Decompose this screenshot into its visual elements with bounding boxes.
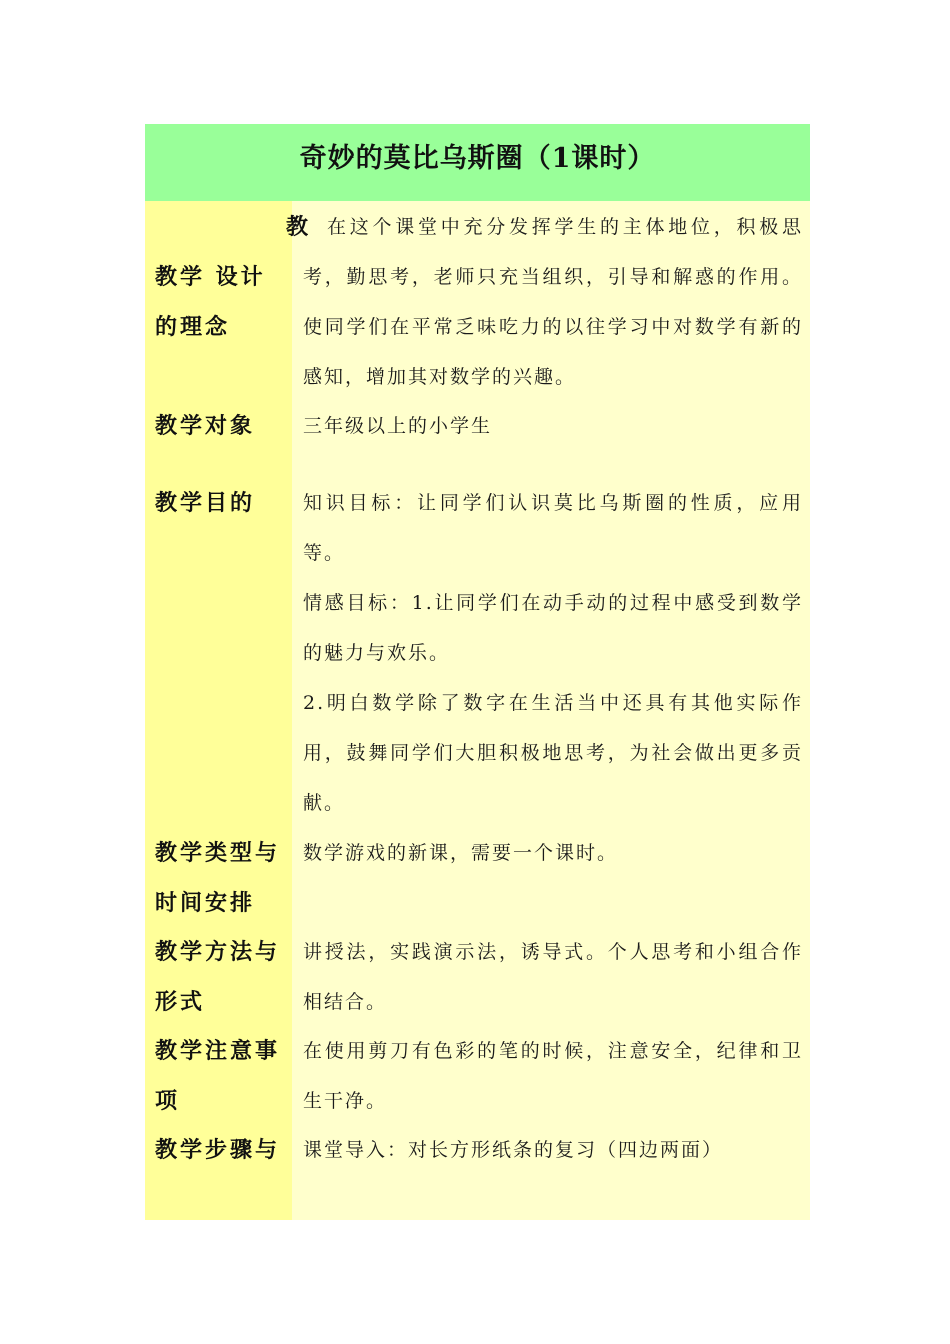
row-content-emotion-goal: 情感目标：1.让同学们在动手动的过程中感受到数学的魅力与欢乐。 [303,592,803,664]
row-label-audience: 教学对象 [155,413,256,439]
lesson-title: 奇妙的莫比乌斯圈（1课时） [299,143,656,174]
row-content-design-philosophy: 在这个课堂中充分发挥学生的主体地位，积极思考，勤思考，老师只充当组织，引导和解惑的作用。使同学们在平常乏味吃力的以往学习中对数学有新的感知，增加其对数学的兴趣。 [303,216,803,388]
lesson-plan-table [145,124,810,1220]
row-label-type-time: 教学类型与时间安排 [155,840,281,916]
row-label-methods: 教学方法与形式 [155,939,281,1015]
row-content-type-time: 数学游戏的新课，需要一个课时。 [303,842,619,864]
row-label-objectives: 教学目的 [155,490,256,516]
row-label-design-philosophy: 教学 设计的理念 [155,264,266,340]
row-content-steps: 课堂导入：对长方形纸条的复习（四边两面） [303,1139,724,1161]
row-label-notes: 教学注意事项 [155,1038,281,1114]
row-content-goal-2: 2.明白数学除了数字在生活当中还具有其他实际作用，鼓舞同学们大胆积极地思考，为社会做出更多贡献。 [303,692,803,814]
row-label-steps: 教学步骤与 [155,1137,281,1163]
row-content-notes: 在使用剪刀有色彩的笔的时候，注意安全，纪律和卫生干净。 [303,1040,803,1112]
title-bar [145,124,810,201]
row-content-audience: 三年级以上的小学生 [303,415,493,437]
row-label-prefix: 教 [286,214,309,240]
row-content-methods: 讲授法，实践演示法，诱导式。个人思考和小组合作相结合。 [303,941,803,1013]
row-content-knowledge-goal: 知识目标：让同学们认识莫比乌斯圈的性质，应用等。 [303,492,803,564]
